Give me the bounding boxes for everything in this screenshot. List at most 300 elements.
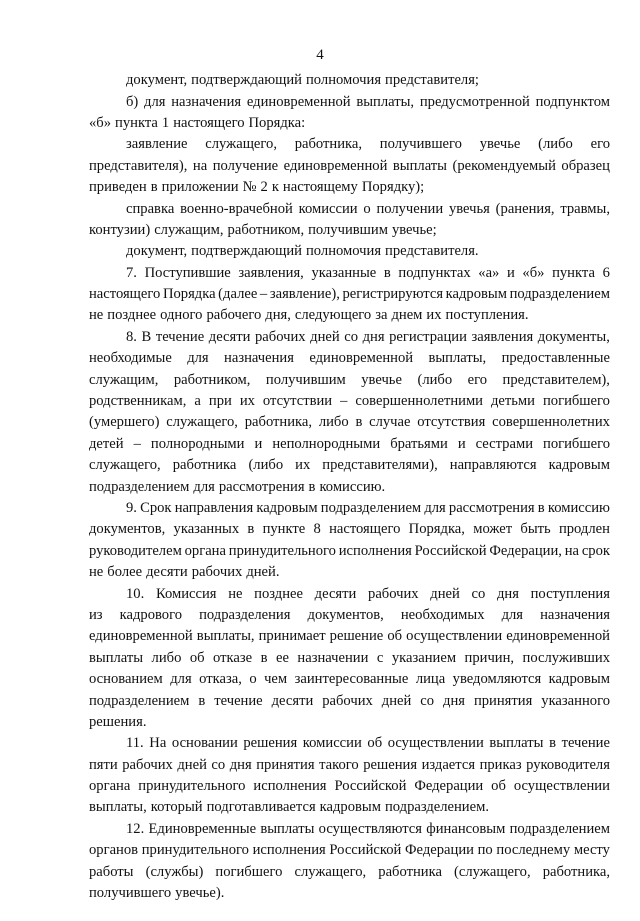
text-line [89,455,610,476]
text-line [89,840,610,861]
text-word: увечье; [391,221,437,238]
text-word: в [308,478,316,495]
text-word: быть [520,521,551,538]
text-word: с [376,649,384,666]
text-line [89,476,610,497]
text-word: не [228,585,243,602]
text-word: поступления. [445,307,529,324]
text-word: заявление [126,136,188,153]
text-word: представителя; [385,72,479,89]
text-word: работника [172,457,237,474]
text-word: лица [415,671,446,688]
text-word: контузии) [89,221,151,238]
text-word: и [457,435,466,452]
text-word: травмы, [560,200,610,217]
text-word: выплаты, [356,93,415,110]
text-word: служащего, [166,414,238,431]
text-word: служащим, [154,221,224,238]
text-word: их [239,393,255,410]
text-word: (служащего, [454,863,531,880]
text-word: дня [229,756,252,773]
text-word: единовременной [246,93,351,110]
text-word: чем [264,671,288,688]
text-word: Поступившие [144,264,231,281]
text-word: документ, [126,243,188,260]
text-word: о [363,200,371,217]
text-word: Российской [414,542,487,559]
text-word: подразделением [509,286,610,303]
text-word: основании [171,735,238,752]
text-word: следующего [294,307,372,324]
text-word: для [193,478,215,495]
text-word: принятия [256,756,315,773]
text-word: выплаты, [89,799,147,816]
text-word: об [189,649,205,666]
text-word: направляются [449,457,537,474]
text-word: а [194,393,201,410]
text-word: На [149,735,167,752]
text-word: «б» [89,114,112,131]
text-word: рассмотрения [448,500,535,516]
text-word: «а» [478,264,500,281]
text-word: об [367,735,383,752]
text-word: комиссию [547,500,610,516]
text-word: в [355,414,363,431]
text-word: десяти [271,692,314,709]
text-line [89,220,610,241]
text-word: погибшего [542,393,610,410]
text-word: дней [177,756,207,773]
text-word: рассмотрения [218,478,305,495]
text-word: руководителем [89,542,182,559]
text-word: комиссию. [319,478,386,495]
text-word: Федерации [405,842,474,859]
text-line [89,412,610,433]
text-word: документ, [126,72,188,89]
text-word: для [170,671,192,688]
text-word: отказе [213,649,253,666]
text-word: единовременной [309,350,414,367]
text-word: «б» [522,264,545,281]
text-word: отсутствия [417,414,486,431]
text-word: в [383,264,391,281]
text-word: сестрами [475,435,534,452]
text-word: увечья [448,200,490,217]
text-word: получившим [265,371,346,388]
text-word: настоящего [89,286,161,303]
text-word: в [247,521,255,538]
text-word: для [424,500,446,516]
text-word: подтверждающий [191,243,302,260]
text-line [89,690,610,711]
text-word: (умершего) [89,414,160,431]
text-word: десяти [146,564,188,581]
text-word: из [89,606,103,623]
text-line [89,776,610,797]
text-word: выплаты [89,649,144,666]
text-word: решения [243,735,298,752]
text-word: (ранения, [495,200,555,217]
text-line [89,327,610,348]
text-word: не [89,307,104,324]
document-body [89,70,610,904]
text-word: принудительного [138,778,246,795]
text-word: служащего, [205,136,277,153]
text-line [89,263,610,284]
text-word: основанием [89,671,163,688]
text-line [89,797,610,818]
text-word: органа [89,778,131,795]
text-word: такого [319,756,359,773]
text-line [89,305,610,326]
text-word: который [150,799,203,816]
text-word: предоставленные [501,350,610,367]
text-line [89,712,610,733]
text-word: – [259,286,268,303]
text-word: финансовым [426,820,506,837]
text-word: заявление), [269,286,340,303]
text-word: подтверждающий [191,72,302,89]
text-word: 8 [313,521,321,538]
text-word: погибшего [215,863,283,880]
text-word: (либо [417,371,453,388]
text-word: выплаты [392,157,447,174]
text-word: Российской [329,842,402,859]
text-word: указанием [391,649,457,666]
text-word: выплаты [260,820,315,837]
text-word: об [387,628,403,645]
text-line [89,648,610,669]
text-word: полномочия [306,243,382,260]
text-word: рабочих [368,585,419,602]
text-word: получившего [89,885,172,902]
text-word: и [506,264,515,281]
text-word: 6 [602,264,610,281]
text-word: кадровым [548,671,610,688]
text-word: осуществлении [406,628,503,645]
text-word: (далее [218,286,258,303]
text-word: органа [184,542,226,559]
text-word: приведен [89,179,147,196]
text-line [89,498,610,519]
text-word: комиссии [302,735,362,752]
text-word: 1 [161,114,170,131]
text-line [89,883,610,904]
text-word: рабочих [191,564,243,581]
text-word: может [473,521,513,538]
text-word: течение [155,328,205,345]
text-word: детей [89,435,124,452]
text-word: единовременной [506,628,610,645]
text-word: – [133,435,141,452]
text-word: необходимых [400,606,485,623]
text-word: погибшего [543,435,610,452]
text-word: выплаты, [428,350,487,367]
text-line [89,541,610,562]
text-word: Федерации, [489,542,562,559]
text-word: выплаты, [196,628,255,645]
text-word: совершеннолетними [355,393,483,410]
text-word: приложении [161,179,239,196]
text-word: (службы) [145,863,204,880]
text-word: заявления [471,328,534,345]
text-word: назначения [540,606,610,623]
text-word: дней [381,692,412,709]
text-word: выплаты [489,735,544,752]
text-line [89,113,610,134]
text-word: в [150,179,158,196]
text-word: необходимые [89,350,172,367]
text-word: регистрации [389,328,467,345]
text-word: служащим, [89,371,159,388]
text-word: неполнородными [272,435,381,452]
text-word: отсутствии [262,393,333,410]
text-word: подразделением. [384,799,489,816]
text-word: течение [561,735,610,752]
text-word: кадровым [256,500,318,516]
text-word: дня, [265,307,291,324]
text-word: либо [151,649,182,666]
text-line [89,241,610,262]
text-word: дней. [246,564,280,581]
text-line [89,583,610,604]
text-word: единовременной [283,157,388,174]
text-word: кадровым [319,799,381,816]
text-word: Комиссия [155,585,217,602]
text-word: его [590,136,610,153]
text-word: Порядка [162,286,216,303]
text-line [89,519,610,540]
text-word: на [192,157,208,174]
text-word: 12. [126,820,145,837]
text-word: братьями [390,435,448,452]
text-word: указанных [173,521,240,538]
text-word: принимает [258,628,326,645]
text-word: ее [275,649,289,666]
text-word: 2 [260,179,268,196]
text-line [89,733,610,754]
text-word: за [375,307,388,324]
text-word: на [564,542,580,559]
text-word: № [242,179,257,196]
text-word: увечье [361,371,402,388]
text-word: принятия [473,692,533,709]
text-word: (либо [538,136,573,153]
text-word: военно-врачебной [180,200,293,217]
text-word: со [211,756,226,773]
text-word: случае [369,414,411,431]
text-word: заинтересованные [294,671,409,688]
text-line [89,626,610,647]
text-line [89,755,610,776]
text-word: 9. [126,500,137,516]
text-word: работы [89,863,134,880]
text-word: (рекомендуемый [452,157,556,174]
text-word: В [141,328,152,345]
text-line [89,819,610,840]
text-word: причин, [464,649,515,666]
text-word: настоящего [173,114,245,131]
text-word: работника, [244,414,313,431]
text-word: дней [310,328,340,345]
text-word: Порядка, [408,521,465,538]
text-word: осуществлении [513,778,610,795]
text-word: единовременной [89,628,193,645]
text-word: их [426,307,442,324]
text-word: дня [362,328,385,345]
text-line [89,434,610,455]
text-word: документы, [537,328,610,345]
text-word: днем [391,307,423,324]
text-word: позднее [107,307,157,324]
text-word: подпунктах [398,264,471,281]
text-word: принудительного [141,842,249,859]
text-word: о [249,671,257,688]
text-word: дня [443,692,465,709]
text-line [89,369,610,390]
text-word: полномочия [306,72,382,89]
text-word: подразделением [509,820,610,837]
text-word: срок [581,542,610,559]
text-word: рабочих [322,692,373,709]
text-word: служащего, [89,457,161,474]
text-word: представителя. [385,243,479,260]
text-word: дня [496,585,519,602]
page-number: 4 [316,47,324,63]
text-word: к [271,179,279,196]
text-word: при [208,393,232,410]
text-word: увечье [479,136,521,153]
text-line [89,134,610,155]
text-word: детьми [491,393,535,410]
text-word: десяти [208,328,251,345]
text-line [89,562,610,583]
text-word: предусмотренной [419,93,530,110]
text-word: рабочего [206,307,262,324]
text-word: работником, [173,371,251,388]
text-word: родственникам, [89,393,187,410]
text-word: регистрируются [342,286,444,303]
text-word: для [187,350,209,367]
text-word: (либо [248,457,284,474]
text-word: в [549,735,556,752]
text-word: подпунктом [535,93,610,110]
text-word: его [467,371,488,388]
text-word: месту [573,842,610,859]
text-word: решения. [89,713,147,730]
text-word: рабочих [255,328,306,345]
text-line [89,861,610,882]
text-word: получении [376,200,444,217]
text-word: 11. [126,735,144,752]
text-word: об [491,778,506,795]
text-word: работника [378,863,442,880]
text-word: более [107,564,143,581]
text-word: десяти [314,585,357,602]
text-word: служащего, [294,863,367,880]
text-word: заявления, [238,264,304,281]
text-word: пункте [262,521,306,538]
text-word: либо [318,414,349,431]
text-word: справка [126,200,175,217]
text-word: Порядку); [361,179,425,196]
text-word: документов, [307,606,384,623]
text-line [89,198,610,219]
text-word: уведомляются [452,671,542,688]
text-word: указанного [541,692,610,709]
text-word: послуживших [522,649,610,666]
text-word: направления [174,500,254,516]
text-word: подразделением [89,478,190,495]
text-word: совершеннолетних [492,414,610,431]
text-word: б) [126,93,139,110]
text-word: позднее [254,585,303,602]
text-word: одного [160,307,203,324]
text-line [89,177,610,198]
text-line [89,91,610,112]
text-word: руководителя [526,756,610,773]
text-word: со [471,585,486,602]
text-word: 7. [126,264,137,281]
text-word: представителя), [89,157,188,174]
text-word: работником, [227,221,305,238]
text-line [89,669,610,690]
text-line [89,605,610,626]
text-word: принудительного [228,542,336,559]
text-word: 10. [126,585,145,602]
text-word: представителями), [322,457,438,474]
text-word: в [198,692,206,709]
text-word: и [254,435,263,452]
text-word: получение [212,157,279,174]
text-word: назначения [171,93,242,110]
text-word: представителем), [502,371,610,388]
text-word: работника, [542,863,610,880]
text-word: пункта [115,114,158,131]
text-word: получившего [379,136,462,153]
text-word: настоящего [329,521,401,538]
text-line [89,70,610,91]
text-word: в [537,500,545,516]
text-word: со [420,692,435,709]
text-word: осуществляются [318,820,422,837]
text-word: подразделения [199,606,291,623]
text-word: исполнения [253,778,327,795]
text-word: работника, [294,136,363,153]
text-word: со [344,328,359,345]
text-word: исполнения [338,542,412,559]
text-word: указанные [311,264,377,281]
text-word: дней [430,585,460,602]
text-word: поступления [530,585,610,602]
text-word: кадровым [445,286,507,303]
text-word: пяти [89,756,118,773]
text-word: подготавливается [206,799,316,816]
text-word: в [260,649,268,666]
text-word: документов, [89,521,166,538]
text-word: кадрового [119,606,183,623]
text-word: кадровым [548,457,610,474]
text-word: настоящему [282,179,358,196]
text-word: продлен [558,521,610,538]
text-word: – [340,393,348,410]
text-word: для [144,93,166,110]
text-word: решение [329,628,384,645]
text-word: осуществлении [387,735,484,752]
text-word: их [295,457,311,474]
text-word: Российской [334,778,407,795]
text-word: получившим [308,221,388,238]
